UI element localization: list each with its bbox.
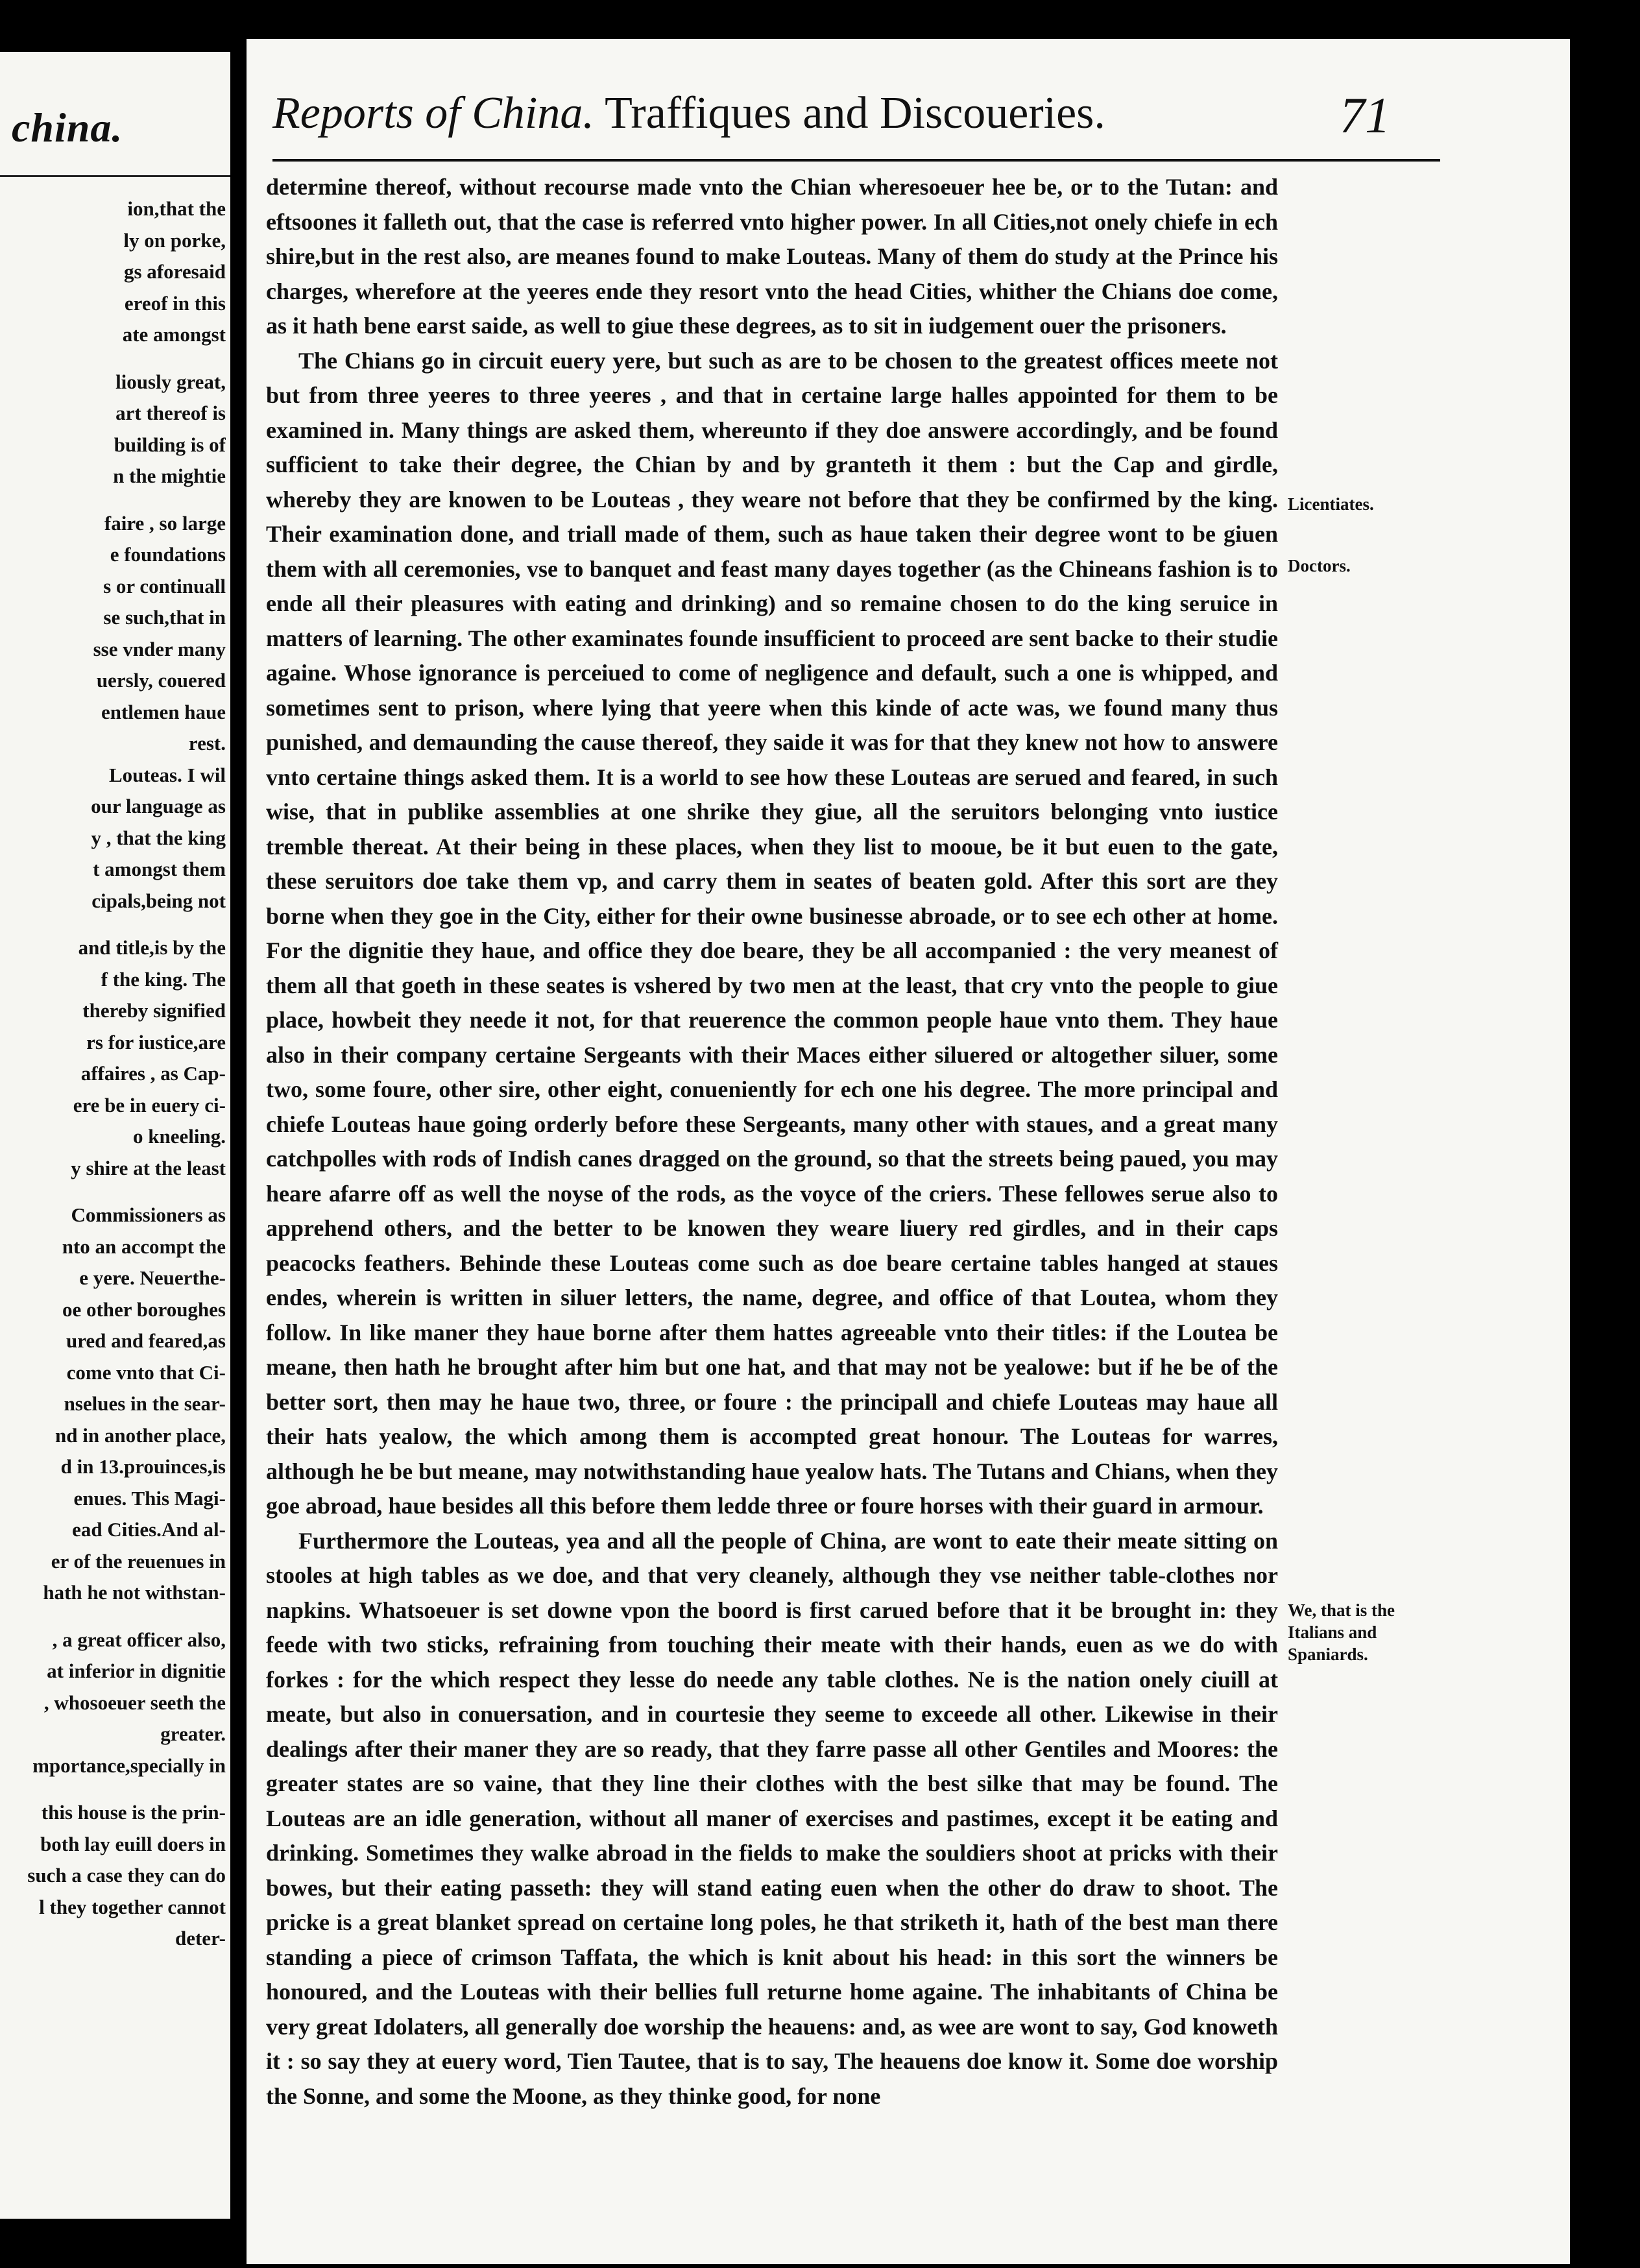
book-gutter [230,0,247,2268]
running-head-roman: Traffiques and Discoueries. [605,88,1105,138]
left-page-text [5,193,226,1955]
right-page [247,39,1570,2264]
left-page-line: Commissioners as [71,1203,226,1226]
left-page-line: nd in another place, [55,1423,226,1447]
left-page-line: ereof in this [124,291,226,315]
left-page-running-head: china. [12,104,123,151]
paragraph-2: The Chians go in circuit euery yere, but such as are to be chosen to the greatest offices meete not but from three yeeres to three yeeres , and that in certaine large halles appointed for them to be examined in. Many things are asked them, whereunto if they doe answere accordingly, and be found sufficient to take their degree, the Chian by and by granteth it them : but the Cap and girdle, whereby they are knowen to be Louteas , they weare not before that they be confirmed by the king. Their examination done, and triall made of them, such as haue taken their degree wont to be giuen them with all ceremonies, vse to banquet and feast many dayes together (as the Chineans fashion is to ende all their pleasures with eating and drinking) and so remaine chosen to do the king seruice in matters of learning. The other examinates founde insufficient to proceed are sent backe to their studie againe. Whose ignorance is perceiued to come of negligence and default, such a one is whipped, and sometimes sent to prison, where lying that yeere when this kinde of acte was, we found many thus punished, and demaunding the cause thereof, they saide it was for that they knew not how to answere vnto certaine things asked them. It is a world to see how these Louteas are serued and feared, in such wise, that in publike assemblies at one shrike they giue, all the seruitors belonging vnto iustice tremble thereat. At their being in these places, when they list to mooue, be it but euen to the gate, these seruitors doe take them vp, and carry them in seates of beaten gold. After this sort are they borne when they goe in the City, either for their owne businesse abroade, or to see ech other at home. For the dignitie they haue, and office they doe beare, they be all accompanied : the very meanest of them all that goeth in these seates is vshered by two men at the least, that cry vnto the people to giue place, howbeit they neede it not, for that reuerence the common people haue vnto them. They haue also in their company certaine Sergeants with their Maces either siluered or altogether siluer, some two, some foure, other sire, other eight, conueniently for ech one his degree. The more principal and chiefe Louteas haue going orderly before these Sergeants, many other with staues, and a great many catchpolles with rods of Indish canes dragged on the ground, so that the streets being paued, you may heare afarre off as well the noyse of the rods, as the voyce of the criers. These fellowes serue also to apprehend others, and the better to be knowen they weare liuery red girdles, and in their caps peacocks feathers. Behinde these Louteas come such as doe beare certaine tables hanged at staues endes, wherein is written in siluer letters, the name, degree, and office of that Loutea, whom they follow. In like maner they haue borne after them hattes agreeable vnto their titles: if the Loutea be meane, then hath he brought after him but one hat, and that may not be yealowe: but if he be of the better sort, then may he haue two, three, or foure : the principall and chiefe Louteas may haue all their hats yealow, the which among them is accompted great honour. The Louteas for warres, although he be but meane, may notwithstanding haue yealow hats. The Tutans and Chians, when they goe abroad, haue besides all this before them ledde three or foure horses with their guard in armour. [266,347,1278,1519]
left-page-line: deter- [175,1927,226,1949]
left-page-line: t amongst them [93,858,226,880]
left-page-line: nto an accompt the [62,1235,226,1258]
paragraph-1: determine thereof, without recourse made vnto the Chian wheresoeuer hee be, or to the Tutan: and eftsoones it falleth out, that the case is referred vnto higher power. In all Cities,not onely chiefe in ech shire,but in the rest also, are meanes found to make Louteas. Many of them do study at the Prince his charges, wherefore at the yeeres ende they resort vnto the head Cities, whither the Chians doe come, as it hath bene earst saide, as well to giue these degrees, as to sit in iudgement ouer the prisoners. [266,174,1278,339]
left-page-line: thereby signified [82,999,226,1022]
left-page-line: sse vnder many [93,637,226,660]
header-rule [272,159,1440,162]
left-page [0,52,234,2219]
left-page-line: enues. This Magi- [73,1486,226,1510]
left-page-line: our language as [91,795,226,817]
left-page-line [5,492,226,508]
running-head-italic: Reports of China. [272,88,594,138]
left-page-line: rs for iustice,are [86,1030,226,1054]
left-page-line: building is of [114,433,226,456]
left-page-rule [0,175,230,177]
left-page-line: come vnto that Ci- [66,1360,226,1384]
left-page-line: entlemen haue [101,700,226,723]
left-page-line [5,351,226,367]
left-page-line: ly on porke, [123,228,226,252]
left-page-line: such a case they can do [27,1864,226,1887]
left-page-line: ate amongst [122,323,226,346]
left-page-line: hath he not withstan- [43,1581,226,1604]
left-page-line: oe other boroughes [62,1297,226,1321]
left-page-line [5,917,226,932]
left-page-line: affaires , as Cap- [80,1062,226,1085]
page-number: 71 [1340,87,1390,143]
margin-note-doctors: Doctors. [1288,556,1351,575]
left-page-line [5,1781,226,1797]
left-page-line: y shire at the least [71,1156,226,1179]
left-page-line: nselues in the sear- [64,1392,226,1415]
left-page-line [5,1609,226,1624]
main-text [266,170,1278,2114]
left-page-line: ere be in euery ci- [73,1093,226,1116]
left-page-line: art thereof is [115,402,226,424]
left-page-line: greater. [160,1722,226,1745]
left-page-line: faire , so large [104,511,226,535]
left-page-line: mportance,specially in [32,1754,226,1777]
left-page-line: uersly, couered [96,669,226,692]
left-page-line: and title,is by the [78,936,226,959]
paragraph-3: Furthermore the Louteas, yea and all the people of China, are wont to eate their meate sitting on stooles at high tables as we doe, and that very cleanely, although they vse neither table-clothes nor napkins. Whatsoeuer is set downe vpon the boord is first carued before that it be brought in: they feede with two sticks, refraining from touching their meate with their hands, euen as we do with forkes : for the which respect they lesse do neede any table clothes. Ne is the nation onely ciuill at meate, but also in conuersation, and in courtesie they seeme to exceede all other. Likewise in their dealings after their maner they are so ready, that they farre passe all other Gentiles and Moores: the greater states are so vaine, that they line their clothes with the best silke that may be found. The Louteas are an idle generation, without all maner of exercises and pastimes, except it be eating and drinking. Sometimes they walke abroad in the fields to make the souldiers shoot at pricks with their bowes, but their eating passeth: they will stand eating euen when the other do draw to shoot. The pricke is a great blanket spread on certaine long poles, he that striketh it, hath of the best man there standing a piece of crimson Taffata, the which is knit about his head: in this sort the winners be honoured, and the Louteas with their bellies full returne home againe. The inhabitants of China be very great Idolaters, all generally doe worship the heauens: and, as wee are wont to say, God knoweth it : so say they at euery word, Tien Tautee, that is to say, The heauens doe know it. Some doe worship the Sonne, and some the Moone, as they thinke good, for none [266,1527,1278,2109]
left-page-line: n the mightie [113,464,226,487]
margin-note-we: We, that is the Italians and Spaniards. [1288,1600,1395,1664]
left-page-line: at inferior in dignitie [47,1659,226,1682]
left-page-line: rest. [188,732,226,754]
left-page-line: f the king. The [101,967,226,991]
left-page-line: s or continuall [103,574,226,597]
margin-note-licentiates: Licentiates. [1288,494,1374,514]
left-page-line: ead Cities.And al- [72,1518,226,1541]
page-header [272,81,1570,152]
left-page-line: e foundations [110,543,226,566]
left-page-line [5,1184,226,1200]
left-page-line: gs aforesaid [123,260,226,283]
running-head [272,88,1105,139]
left-page-line: ured and feared,as [66,1329,226,1352]
left-page-line: , a great officer also, [52,1628,226,1651]
left-page-line: se such,that in [103,606,226,629]
left-page-line: Louteas. I wil [109,763,226,786]
left-page-line: cipals,being not [91,889,226,912]
left-page-line: er of the reuenues in [51,1549,226,1573]
left-page-line: liously great, [115,370,226,393]
left-page-line: ion,that the [127,197,226,220]
left-page-line: this house is the prin- [41,1801,226,1824]
left-page-line: both lay euill doers in [40,1832,226,1855]
left-page-line: e yere. Neuerthe- [79,1266,226,1289]
left-page-line: o kneeling. [133,1125,226,1148]
left-page-line: y , that the king [91,826,226,849]
left-page-line: l they together cannot [39,1895,226,1918]
left-page-line: , whosoeuer seeth the [43,1691,226,1714]
left-page-line: d in 13.prouinces,is [60,1455,226,1478]
